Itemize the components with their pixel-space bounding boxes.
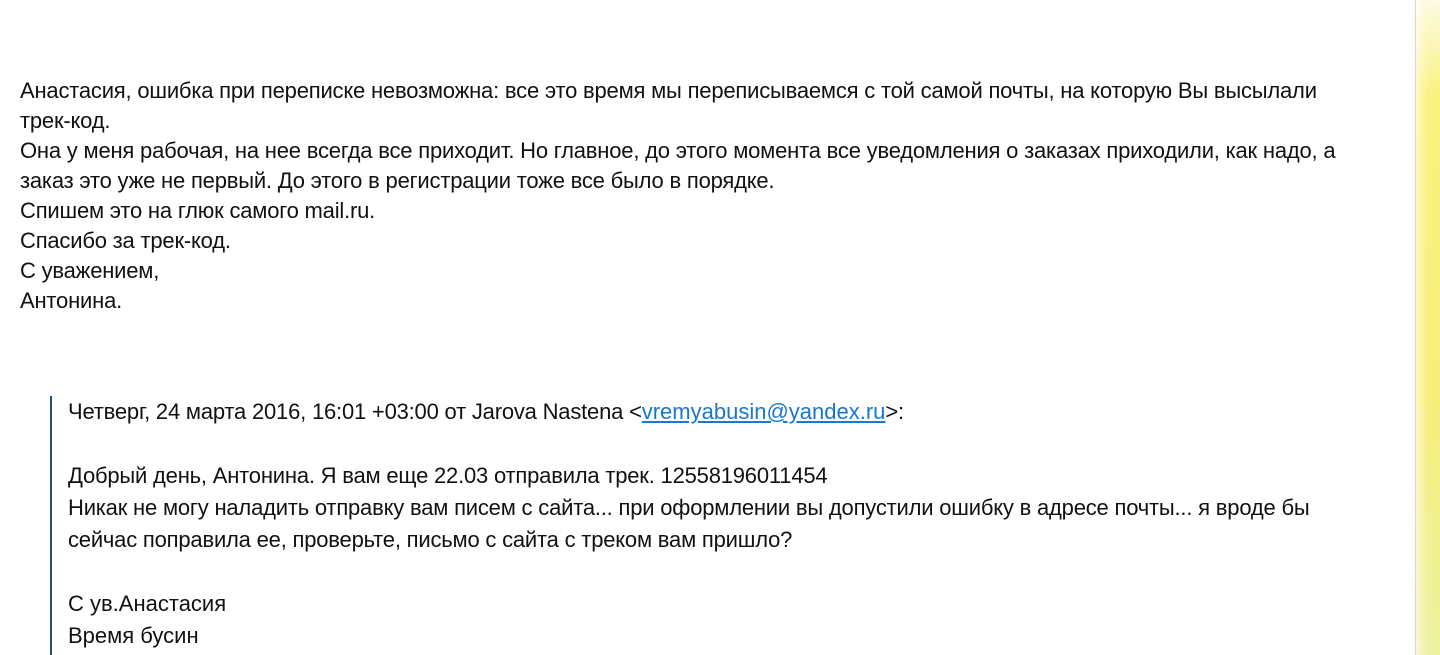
message-line: Анастасия, ошибка при переписке невозможна: все это время мы переписываемся с той самой почты, на которую Вы высылали bbox=[20, 78, 1317, 103]
email-link[interactable]: vremyabusin@yandex.ru bbox=[641, 399, 886, 424]
blank-line bbox=[68, 428, 1400, 460]
message-line: Спасибо за трек-код. bbox=[20, 228, 231, 253]
quote-line: Никак не могу наладить отправку вам писем с сайта... при оформлении вы допустили ошибку в адресе почты... я вроде бы bbox=[68, 495, 1310, 520]
quote-signature bbox=[68, 588, 1400, 652]
quote-header-text: Четверг, 24 марта 2016, 16:01 +03:00 от Jarova Nastena < bbox=[68, 399, 642, 424]
message-line: заказ это уже не первый. До этого в регистрации тоже все было в порядке. bbox=[20, 168, 775, 193]
signature-line: Время бусин bbox=[68, 623, 199, 648]
message-line: трек-код. bbox=[20, 108, 111, 133]
quote-header bbox=[68, 396, 1400, 428]
quoted-message bbox=[50, 396, 1400, 655]
quote-line: Добрый день, Антонина. Я вам еще 22.03 отправила трек. 12558196011454 bbox=[68, 463, 828, 488]
quote-line: сейчас поправила ее, проверьте, письмо с сайта с треком вам пришло? bbox=[68, 527, 793, 552]
message-line: Она у меня рабочая, на нее всегда все приходит. Но главное, до этого момента все уведомления о заказах приходили, как надо, а bbox=[20, 138, 1336, 163]
message-line: Спишем это на глюк самого mail.ru. bbox=[20, 198, 376, 223]
blank-line bbox=[68, 556, 1400, 588]
message-line: С уважением, bbox=[20, 258, 160, 283]
right-edge-banner-strip bbox=[1415, 0, 1440, 655]
signature-line: С ув.Анастасия bbox=[68, 591, 227, 616]
quote-header-suffix: >: bbox=[885, 399, 904, 424]
message-line: Антонина. bbox=[20, 288, 123, 313]
